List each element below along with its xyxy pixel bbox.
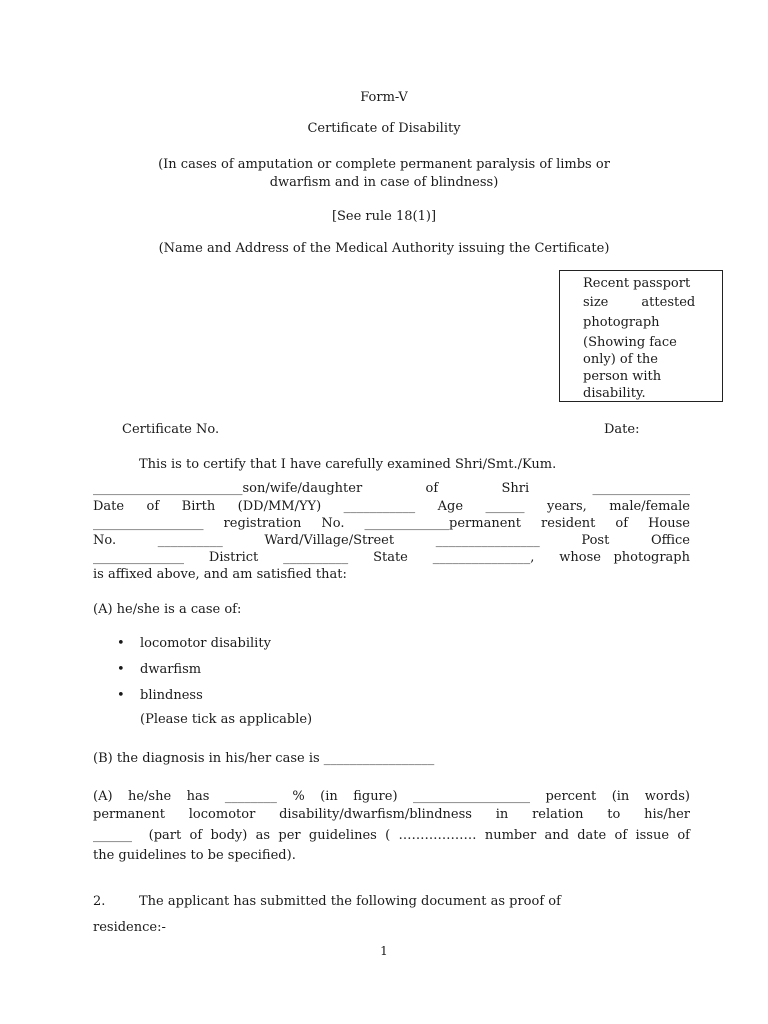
- photo-box-line: (Showing face: [583, 335, 677, 350]
- option-locomotor: locomotor disability: [140, 636, 271, 651]
- certify-intro: This is to certify that I have carefully examined Shri/Smt./Kum.: [139, 457, 557, 472]
- photo-box-line: only) of the: [583, 352, 658, 367]
- certify-line: Date of Birth (DD/MM/YY) ___________ Age ______ years, male/female: [93, 499, 690, 514]
- subtitle-line-2: dwarfism and in case of blindness): [269, 175, 499, 190]
- disability-percent-line: permanent locomotor disability/dwarfism/blindness in relation to his/her: [93, 807, 690, 822]
- page-title: Certificate of Disability: [307, 121, 461, 136]
- item-2-text: The applicant has submitted the following document as proof of: [139, 894, 561, 909]
- photo-box-line: disability.: [583, 386, 646, 401]
- photograph-box: [559, 270, 723, 402]
- photo-box-line: photograph: [583, 315, 660, 330]
- disability-percent-line: ______ (part of body) as per guidelines ( ……………… number and date of issue of: [93, 828, 690, 843]
- page-number: 1: [380, 944, 388, 958]
- issuing-authority: (Name and Address of the Medical Authority issuing the Certificate): [158, 241, 610, 256]
- certify-line: No. __________ Ward/Village/Street ________________ Post Office: [93, 533, 690, 548]
- disability-percent-line: (A) he/she has ________ % (in figure) __________________ percent (in words): [93, 789, 690, 804]
- certificate-number-label: Certificate No.: [122, 422, 220, 437]
- certify-line: ______________ District __________ State _______________, whose photograph: [93, 550, 690, 565]
- option-blindness: blindness: [140, 688, 203, 703]
- option-dwarfism: dwarfism: [140, 662, 202, 677]
- bullet-icon: •: [117, 662, 125, 677]
- item-2-text-continued: residence:-: [93, 920, 166, 935]
- certify-line: _______________________son/wife/daughter of Shri _______________: [93, 481, 690, 496]
- bullet-icon: •: [117, 636, 125, 651]
- bullet-icon: •: [117, 688, 125, 703]
- photo-box-line: Recent passport: [583, 276, 691, 291]
- photo-box-line: person with: [583, 369, 662, 384]
- item-2-number: 2.: [93, 894, 106, 909]
- rule-reference: [See rule 18(1)]: [331, 209, 437, 224]
- subtitle-line-1: (In cases of amputation or complete permanent paralysis of limbs or: [158, 157, 610, 172]
- photo-box-line: size attested: [583, 295, 696, 310]
- tick-note: (Please tick as applicable): [140, 712, 313, 727]
- certify-line: _________________ registration No. _____________permanent resident of House: [93, 516, 690, 531]
- section-b-diagnosis: (B) the diagnosis in his/her case is _________________: [93, 751, 435, 766]
- date-label: Date:: [604, 422, 640, 437]
- section-a-label: (A) he/she is a case of:: [93, 602, 242, 617]
- disability-percent-line: the guidelines to be specified).: [93, 848, 296, 863]
- certify-line: is affixed above, and am satisfied that:: [93, 567, 347, 582]
- form-number: Form-V: [360, 90, 408, 105]
